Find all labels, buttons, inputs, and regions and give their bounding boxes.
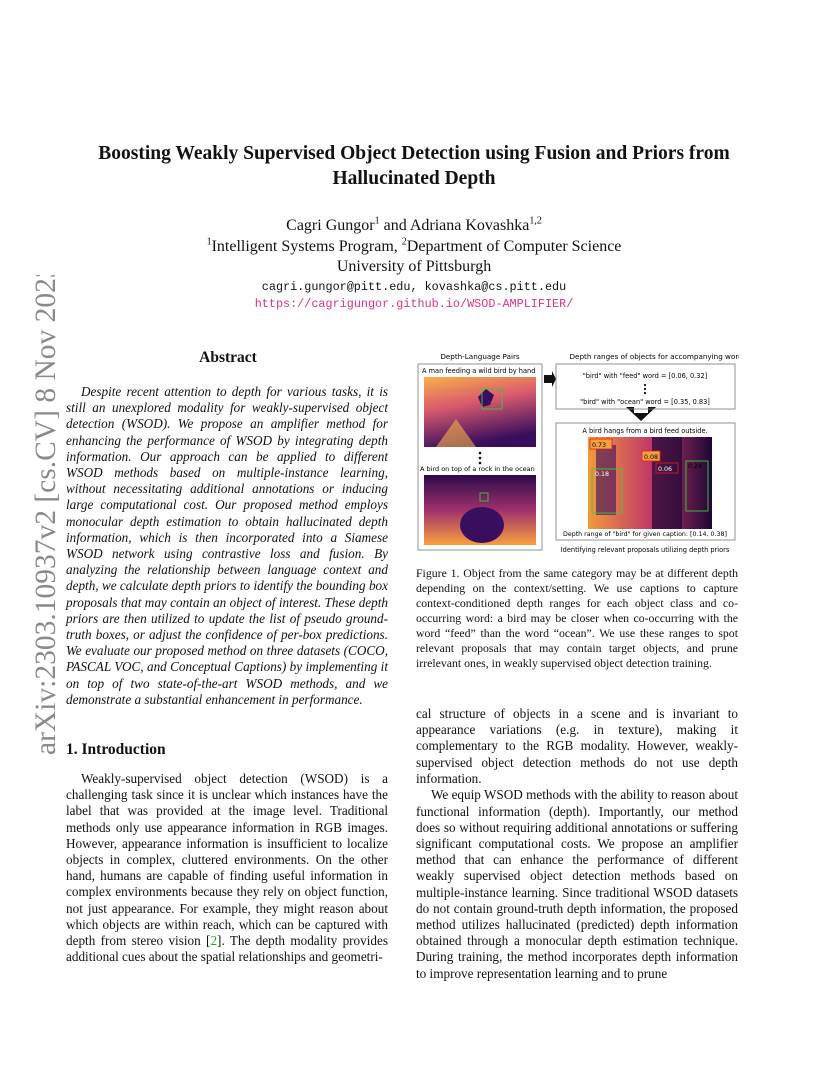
abstract-body [66,384,388,708]
affil-1-mark: 1 [206,236,212,248]
affil-1: Intelligent Systems Program, [211,237,402,255]
author-block [60,216,768,278]
author-2: Adriana Kovashka [409,217,530,234]
ellipsis-dot [644,388,646,390]
proposal-score-3: 0.18 [595,471,610,478]
feeder-silhouette [596,445,616,515]
fig-left-header: Depth-Language Pairs [440,352,520,361]
author-2-affil: 1,2 [529,215,542,227]
author-names [60,216,768,237]
author-1-affil: 1 [374,215,380,227]
author-emails: cagri.gungor@pitt.edu, kovashka@cs.pitt.edu [261,280,567,294]
abstract-text: Despite recent attention to depth for various tasks, it is still an unexplored modality for weakly-supervised object detection (WSOD). We propose an amplifier method for enhancing the performance of WSOD by integrating depth information. Our approach can be applied to different WSOD methods based on multiple-instance learning, without necessitating additional annotations or inducing large computational cost. Our proposed method employs monocular depth estimation to obtain hallucinated depth information, which is then incorporated into a Siamese WSOD network using contrastive loss and fusion. By analyzing the relationship between language context and depth, we calculate depth priors to identify the bounding box proposals that may contain an object of interest. These depth priors are then utilized to update the list of pseudo ground-truth boxes, or adjust the confidence of per-box predictions. We evaluate our proposed method on three datasets (COCO, PASCAL VOC, and Conceptual Captions) by implementing it on top of two state-of-the-art WSOD methods, and we demonstrate a substantial enhancement in performance. [66,384,388,707]
fig-right-header: Depth ranges of objects for accompanying words [569,352,739,361]
intro-text-part-1: Weakly-supervised object detection (WSOD) is a challenging task since it is unclear which instances have the label that was provided at the image level. Traditional methods only use appearance information in RGB images. However, appearance information is insufficient to localize objects in complex, cluttered environments. On the other hand, humans are capable of finding useful information in complex environments because they rely on object function, not just appearance. For example, they might reason about which objects are within reach, which can be captured with depth from stereo vision [ [66,771,388,949]
abstract-heading: Abstract [199,349,257,366]
proposal-score-4: 0.06 [658,466,673,473]
fig-caption-1: A man feeding a wild bird by hand [422,367,536,375]
ellipsis-dot [644,384,646,386]
fig-caption-2: A bird on top of a rock in the ocean [420,465,535,473]
citation-link[interactable]: 2 [210,933,218,949]
ellipsis-dot [644,392,646,394]
author-1: Cagri Gungor [286,217,375,234]
ellipsis-dot [479,462,482,465]
ellipsis-dot [479,452,482,455]
intro-paragraph-1-cont: cal structure of objects in a scene and is invariant to appearance variations (e.g. in texture), making it complementary to the RGB modality. However, weakly-supervised object detection methods do not use depth information. [416,706,738,786]
proposal-score-5: 0.24 [688,463,703,470]
ellipsis-dot [479,457,482,460]
figure-1-caption [416,566,738,671]
arrow-right-icon [544,371,556,387]
fig-footer: Identifying relevant proposals utilizing depth priors [560,546,730,554]
title-line-1: Boosting Weakly Supervised Object Detection using Fusion and Priors from [98,143,730,164]
proposal-score-1: 0.73 [592,442,607,449]
fig-depth-range: Depth range of "bird" for given caption: [0.14, 0.38] [562,531,728,538]
author-conjunction: and [379,217,410,234]
fig-range-1: "bird" with "feed" word = [0.06, 0.32] [582,372,708,380]
university: University of Pittsburgh [336,258,492,275]
project-url-link[interactable]: https://cagrigungor.github.io/WSOD-AMPLIFIER/ [254,297,574,311]
intro-text-part-2: ]. The depth modality provides additional cues about the spatial relationships and geometri- [66,933,388,965]
introduction-heading: 1. Introduction [66,741,166,758]
introduction-body-left [66,771,388,965]
intro-paragraph-1 [66,771,388,965]
proposal-score-2: 0.08 [644,454,659,461]
affil-2-mark: 2 [401,236,407,248]
introduction-body-right [416,706,738,982]
affil-2: Department of Computer Science [406,237,622,255]
fig-bottom-title: A bird hangs from a bird feed outside. [582,427,708,435]
paper-title [60,141,768,191]
arxiv-id-text: arXiv:2303.10937v2 [cs.CV] 8 Nov 2023 [30,275,62,755]
intro-paragraph-2: We equip WSOD methods with the ability to reason about functional information (depth). Importantly, our method does so without requiring additional annotations or suffering significant computational costs. We propose an amplifier method that can enhance the performance of different weakly supervised object detection methods based on multiple-instance learning. Since traditional WSOD datasets do not contain ground-truth depth information, the proposed method utilizes hallucinated (predicted) depth information obtained through a monocular depth estimation technique. During training, the method incorporates depth information to improve representation learning and to prune [416,787,738,981]
depth-image-feeding [424,377,536,447]
affiliations [60,237,768,258]
figure-1 [416,349,739,556]
rock-silhouette [460,507,504,543]
caption-text: Figure 1. Object from the same category may be at different depth depending on the context/setting. We use captions to capture context-conditioned depth ranges for each object class and co-occurring word: a bird may be closer when co-occurring with the word “feed” than the word “ocean”. We use these ranges to spot relevant proposals that may contain target objects, and prune irrelevant ones, in weakly supervised object detection training. [416,566,738,670]
title-line-2: Hallucinated Depth [332,168,496,189]
arxiv-identifier [26,275,62,755]
fig-range-2: "bird" with "ocean" word = [0.35, 0.83] [580,398,710,406]
